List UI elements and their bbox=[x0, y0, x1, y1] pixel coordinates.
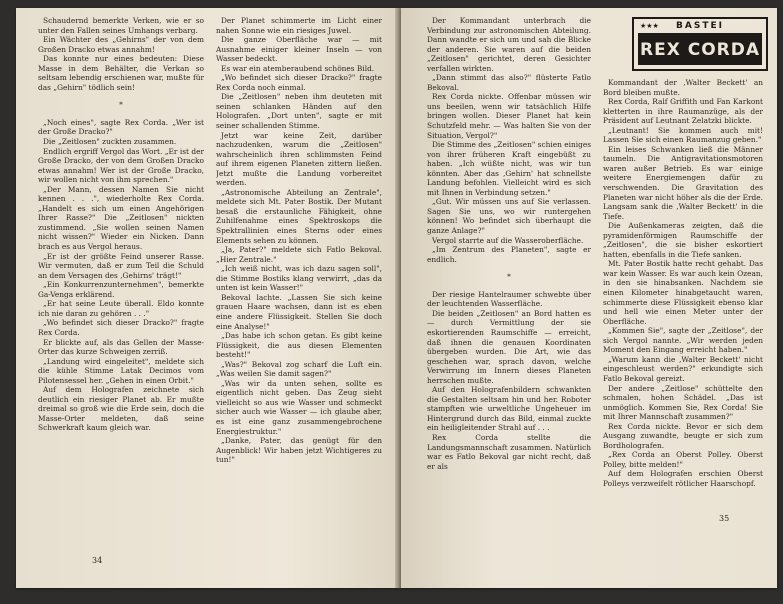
section-separator: * bbox=[507, 272, 511, 282]
paragraph: Endlich ergriff Vergol das Wort. „Er ist der Große Dracko, der von dem Großen Dracko etwas annahm! Wer ist der Große Dracko, wir wollen nicht von ihm sprechen." bbox=[38, 146, 204, 185]
paragraph: „Er hat seine Leute überall. Eldo konnte ich nie daran zu gehören . . ." bbox=[38, 299, 204, 318]
paragraph: Bekoval lachte. „Lassen Sie sich keine grauen Haare wachsen, dann ist es eben eine andere Flüssigkeit. Stellen Sie doch eine Analyse!" bbox=[216, 292, 382, 331]
paragraph: „Astronomische Abteilung an Zentrale", meldete sich Mt. Pater Bostik. Der Mutant besaß die erstaunliche Fähigkeit, ohne Zuhilfenahme eines Spektroskops die Spektrallinien eines Sterns oder eines Elements sehen zu können. bbox=[216, 187, 382, 245]
paragraph: Die Außenkameras zeigten, daß die pyramidenförmigen Raumschiffe der „Zeitlosen", die sie bisher eskortiert hatten, ebenfalls in die Tiefe sanken. bbox=[603, 221, 763, 259]
paragraph: Die beiden „Zeitlosen" an Bord hatten es — durch Vermittlung der sie eskortierenden Raumschiffe — erreicht, daß ihnen die genauen Koordinaten übergeben wurden. Die Art, wie das geschehen war, sprach davon, welche Verwirrung im Innern dieses Planeten herrschen mußte. bbox=[427, 308, 591, 385]
paragraph: Der Planet schimmerte im Licht einer nahen Sonne wie ein riesiges Juwel. bbox=[216, 16, 382, 35]
paragraph: „Was?" Bekoval zog scharf die Luft ein. „Was weilen Sie damit sagen?" bbox=[216, 359, 382, 379]
paragraph: „Dann stimmt das also?" flüsterte Fatlo Bekoval. bbox=[427, 73, 591, 92]
paragraph: Die ganze Oberfläche war — mit Ausnahme einiger kleiner Inseln — von Wasser bedeckt. bbox=[216, 35, 382, 64]
paragraph: Der Kommandant unterbrach die Verbindung zur astronomischen Abteilung. Dann wandte er sich um und sah die Blicke der anderen. Sie waren auf die beiden „Zeitlosen" gerichtet, deren Gesichter verfallen wirkten. bbox=[427, 16, 591, 73]
paragraph: Er blickte auf, als das Gellen der Masse-Orter das kurze Schweigen zerriß. bbox=[38, 337, 204, 357]
paragraph: „Kommen Sie", sagte der „Zeitlose", der sich Vergol nannte. „Wir werden jeden Moment den Eingang erreicht haben." bbox=[603, 326, 763, 355]
paragraph: Rex Corda nickte. Bevor er sich dem Ausgang zuwandte, beugte er sich zum Bordholografen. bbox=[603, 421, 763, 450]
paragraph: Der andere „Zeitlose" schüttelte den schmalen, hohen Schädel. „Das ist unmöglich. Kommen Sie, Rex Corda! Sie mit Ihrer Mannschaft zusammen?" bbox=[603, 383, 763, 422]
left-page-column-2 bbox=[216, 16, 382, 556]
logo-series-title: REX CORDA bbox=[638, 33, 762, 65]
paragraph: „Leutnant! Sie kommen auch mit! Lassen Sie sich einen Raumanzug geben." bbox=[603, 125, 763, 145]
rex-corda-logo bbox=[632, 17, 768, 71]
paragraph: „Ich weiß nicht, was ich dazu sagen soll", die Stimme Bostiks klang verwirrt, „das da unten ist kein Wasser!" bbox=[216, 264, 382, 293]
paragraph: „Wo befindet sich dieser Dracko?" fragte Rex Corda noch einmal. bbox=[216, 73, 382, 92]
paragraph: Der riesige Hantelraumer schwebte über der leuchtenden Wasserfläche. bbox=[427, 289, 591, 309]
paragraph: Es war ein atemberaubend schönes Bild. bbox=[221, 63, 375, 73]
paragraph: Ein leises Schwanken ließ die Männer taumeln. Die Antigravitationsmotoren waren außer Betrieb. Es war einige weitere Energiemengen dafür zu verschwenden. Die Gravitation des Planeten war nicht höher als die der Erde. Langsam sank die ‚Walter Beckett' in die Tiefe. bbox=[603, 144, 763, 221]
paragraph: „Ja, Pater?" meldete sich Fatlo Bekoval. „Hier Zentrale." bbox=[216, 245, 382, 264]
right-page bbox=[401, 8, 777, 588]
paragraph: „Rex Corda an Oberst Polley. Oberst Polley, bitte melden!" bbox=[603, 450, 763, 469]
right-page-column-2 bbox=[603, 78, 763, 556]
left-page-column-1 bbox=[38, 16, 204, 556]
paragraph: Jetzt war keine Zeit, darüber nachzudenken, warum die „Zeitlosen" wahrscheinlich ihren schlimmsten Feind auf ihrem eigenen Planeten zittern ließen. Jetzt mußte die Landung vorbereitet werden. bbox=[216, 130, 382, 188]
paragraph: Rex Corda nickte. Offenbar müssen wir uns beeilen, wenn wir tatsächlich Hilfe bringen wollen. Dieser Planet hat kein Schutzfeld mehr. — Was halten Sie von der Situation, Vergol?" bbox=[427, 92, 591, 140]
paragraph: Kommandant der ‚Walter Beckett' an Bord bleiben mußte. bbox=[603, 78, 763, 97]
paragraph: „Im Zentrum des Planeten", sagte er endlich. bbox=[427, 245, 591, 264]
paragraph: „Das habe ich schon getan. Es gibt keine Flüssigkeit, die aus diesen Elementen besteht!" bbox=[216, 331, 382, 360]
paragraph: „Er ist der größte Feind unserer Rasse. Wir vermuten, daß er zum Teil die Schuld an dem Versagen des ‚Gehirns' trägt!" bbox=[38, 251, 204, 280]
paragraph: Schaudernd bemerkte Verken, wie er so unter den Fallen seines Umhangs verbarg. bbox=[38, 16, 204, 35]
logo-publisher: BASTEI bbox=[676, 21, 724, 31]
book-spread bbox=[12, 8, 780, 596]
paragraph: „Was wir da unten sehen, sollte es eigentlich nicht geben. Das Zeug sieht vielleicht so aus wie Wasser und schmeckt sicher auch wie Wasser — ich glaube aber, es ist eine ganz zusammengebrochene Energiestruktur." bbox=[216, 378, 382, 436]
section-separator: * bbox=[119, 100, 123, 110]
paragraph: Rex Corda stellte die Landungsmannschaft zusammen. Natürlich war es Fatlo Bekoval gar nicht recht, daß er als bbox=[427, 432, 591, 471]
paragraph: Auf den Holografenbildern schwankten die Gestalten seltsam hin und her. Roboter stampften wie urweltliche Ungeheuer im Hintergrund durch das Bild, einmal zuckte ein heiligleitender Strahl auf . . . bbox=[427, 385, 591, 433]
paragraph: „Ein Konkurrenzunternehmen", bemerkte Ga-Venga erklärend. bbox=[38, 280, 204, 299]
paragraph: Die „Zeitlosen" neben ihm deuteten mit seinen schlanken Händen auf den Holografen. „Dort unten", sagte er mit seiner schallenden Stimme. bbox=[216, 92, 382, 131]
paragraph: „Landung wird eingeleitet", meldete sich die kühle Stimme Latak Decimos vom Pilotensessel her. „Gehen in einen Orbit." bbox=[38, 356, 204, 385]
left-page bbox=[16, 8, 399, 588]
paragraph: „Wo befindet sich dieser Dracko?" fragte Rex Corda. bbox=[38, 318, 204, 337]
paragraph: „Der Mann, dessen Namen Sie nicht kennen . . .", wiederholte Rex Corda. „Handelt es sich um einen Angehörigen Ihrer Rasse?" Die „Zeitlosen" nickten zustimmend. „Sie wollen seinen Namen nicht wissen?" Wieder ein Nicken. Dann brach es aus Vergol heraus. bbox=[38, 184, 204, 252]
right-page-number: 35 bbox=[719, 514, 730, 523]
paragraph: „Noch eines", sagte Rex Corda. „Wer ist der Große Dracko?" bbox=[38, 117, 204, 137]
paragraph: Auf dem Holografen zeichnete sich deutlich ein riesiger Planet ab. Er mußte dreimal so groß wie die Erde sein, doch die Masse-Orter meldeten, daß seine Schwerkraft kaum gleich war. bbox=[38, 385, 204, 433]
paragraph: Rex Corda, Ralf Griffith und Fan Karkont kletterten in ihre Raumanzüge, als der Präsident auf Leutnant Zelatzki blickte. bbox=[603, 97, 763, 126]
paragraph: Mt. Pater Bostik hatte recht gehabt. Das war kein Wasser. Es war auch kein Ozean, in den sie hinabsanken. Nachdem sie einen Kilometer hinabgetaucht waren, schimmerte diese Flüssigkeit ebenso klar und hell wie einen Meter unter der Oberfläche. bbox=[603, 259, 763, 326]
paragraph: Die Stimme des „Zeitlosen" schien einiges von ihrer früheren Kraft eingebüßt zu haben. „Ich wüßte nicht, was wir tun könnten. Aber das ‚Gehirn' hat schnellste Landung befohlen. Vielleicht wird es sich mit Ihnen in Verbindung setzen." bbox=[427, 140, 591, 197]
paragraph: „Danke, Pater, das genügt für den Augenblick! Wir haben jetzt Wichtigeres zu tun!" bbox=[216, 436, 382, 465]
paragraph: Auf dem Holografen erschien Oberst Polleys verzweifelt rötlicher Haarschopf. bbox=[603, 469, 763, 488]
paragraph: Das konnte nur eines bedeuten: Diese Masse in dem Behälter, die Verkan so seltsam lebendig erschienen war, mußte für das „Gehirn" tödlich sein! bbox=[38, 54, 204, 92]
paragraph: Vergol starrte auf die Wasseroberfläche. bbox=[432, 235, 584, 245]
paragraph: Ein Wächter des „Gehirns" der von dem Großen Dracko etwas annahm! bbox=[38, 35, 204, 54]
paragraph: Die „Zeitlosen" zuckten zusammen. bbox=[43, 137, 177, 147]
star-icons: ★★★ bbox=[640, 22, 659, 30]
left-page-number: 34 bbox=[92, 556, 103, 565]
paragraph: „Warum kann die ‚Walter Beckett' nicht eingeschleust werden?" erkundigte sich Fatlo Bekoval gereizt. bbox=[603, 354, 763, 383]
paragraph: „Gut. Wir müssen uns auf Sie verlassen. Sagen Sie uns, wo wir runtergehen können! Wo befindet sich überhaupt die ganze Anlage?" bbox=[427, 197, 591, 236]
right-page-column-1 bbox=[427, 16, 591, 561]
